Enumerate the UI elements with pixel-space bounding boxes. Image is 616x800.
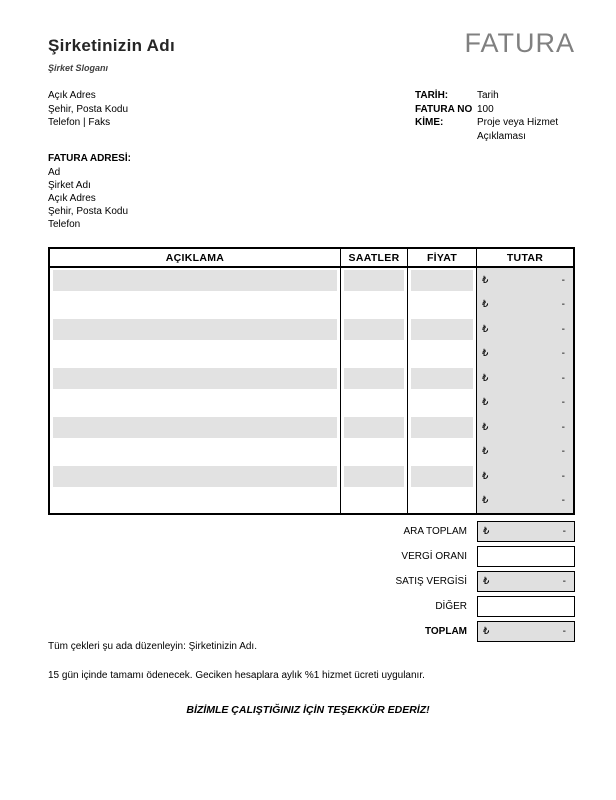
description-cell[interactable] [50, 317, 341, 342]
description-cell[interactable] [50, 415, 341, 440]
amount-value: - [561, 446, 565, 458]
address-line: Açık Adres [48, 90, 96, 101]
checks-payable-note: Tüm çekleri şu ada düzenleyin: Şirketinizin Adı. [48, 641, 257, 652]
billing-address-line[interactable]: Açık Adres [48, 193, 96, 204]
rate-cell[interactable] [408, 391, 477, 416]
meta-value-invoice-no[interactable]: 100 [477, 103, 494, 115]
amount-value: - [562, 526, 566, 537]
amount-cell [477, 317, 573, 342]
grand-total-label: TOPLAM [424, 626, 467, 637]
amount-value: - [561, 348, 565, 360]
tax-rate-row [48, 544, 575, 569]
company-address-block [48, 89, 128, 130]
currency-symbol: ₺ [483, 576, 490, 587]
company-block [48, 36, 175, 73]
items-table-header [50, 249, 573, 268]
currency-symbol: ₺ [482, 274, 489, 286]
company-name: Şirketinizin Adı [48, 36, 175, 55]
description-cell[interactable] [50, 440, 341, 465]
currency-symbol: ₺ [482, 446, 489, 458]
amount-cell [477, 293, 573, 318]
tax-rate-value-box[interactable] [477, 546, 575, 567]
hours-cell[interactable] [341, 415, 408, 440]
amount-cell [477, 391, 573, 416]
column-header-hours: SAATLER [341, 249, 408, 266]
table-row[interactable] [50, 317, 573, 342]
tax-rate-label: VERGİ ORANI [401, 551, 467, 562]
meta-label-to: KİME: [415, 117, 444, 128]
billing-address-heading: FATURA ADRESİ: [48, 153, 131, 164]
hours-cell[interactable] [341, 293, 408, 318]
items-table [48, 247, 575, 515]
amount-value: - [562, 626, 566, 637]
meta-value-to[interactable]: Proje veya Hizmet Açıklaması [477, 117, 559, 142]
hours-cell[interactable] [341, 391, 408, 416]
amount-cell [477, 415, 573, 440]
amount-cell [477, 268, 573, 293]
other-value-box[interactable] [477, 596, 575, 617]
currency-symbol: ₺ [482, 348, 489, 360]
currency-symbol: ₺ [482, 397, 489, 409]
hours-cell[interactable] [341, 489, 408, 514]
table-row[interactable] [50, 366, 573, 391]
payment-terms-note: 15 gün içinde tamamı ödenecek. Geciken hesaplara aylık %1 hizmet ücreti uygulanır. [48, 670, 425, 681]
amount-cell [477, 489, 573, 514]
sales-tax-value-box[interactable] [477, 571, 575, 592]
rate-cell[interactable] [408, 317, 477, 342]
sales-tax-row [48, 569, 575, 594]
table-row[interactable] [50, 440, 573, 465]
document-title: FATURA [464, 28, 575, 58]
thank-you-note: BİZİMLE ÇALIŞTIĞINIZ İÇİN TEŞEKKÜR EDERİZ! [186, 704, 430, 716]
currency-symbol: ₺ [482, 299, 489, 311]
subtotal-value-box[interactable] [477, 521, 575, 542]
amount-value: - [561, 421, 565, 433]
description-cell[interactable] [50, 342, 341, 367]
description-cell[interactable] [50, 293, 341, 318]
other-label: DİĞER [435, 601, 467, 612]
rate-cell[interactable] [408, 415, 477, 440]
column-header-description: AÇIKLAMA [50, 249, 341, 266]
table-row[interactable] [50, 464, 573, 489]
description-cell[interactable] [50, 464, 341, 489]
amount-value: - [561, 274, 565, 286]
column-header-rate: FİYAT [408, 249, 477, 266]
amount-cell [477, 366, 573, 391]
hours-cell[interactable] [341, 342, 408, 367]
currency-symbol: ₺ [482, 372, 489, 384]
hours-cell[interactable] [341, 366, 408, 391]
description-cell[interactable] [50, 268, 341, 293]
totals-block [48, 519, 575, 644]
company-slogan: Şirket Sloganı [48, 63, 109, 73]
meta-label-invoice-no: FATURA NO [415, 103, 473, 115]
table-row[interactable] [50, 342, 573, 367]
table-row[interactable] [50, 489, 573, 514]
invoice-meta-block [415, 89, 577, 143]
rate-cell[interactable] [408, 440, 477, 465]
billing-address-line[interactable]: Şirket Adı [48, 180, 91, 191]
amount-value: - [561, 372, 565, 384]
hours-cell[interactable] [341, 440, 408, 465]
amount-value: - [561, 495, 565, 507]
billing-address-line[interactable]: Telefon [48, 219, 81, 230]
amount-value: - [562, 576, 566, 587]
meta-value-date[interactable]: Tarih [477, 90, 499, 101]
amount-cell [477, 440, 573, 465]
amount-value: - [561, 397, 565, 409]
amount-cell [477, 464, 573, 489]
description-cell[interactable] [50, 391, 341, 416]
table-row[interactable] [50, 293, 573, 318]
currency-symbol: ₺ [482, 421, 489, 433]
description-cell[interactable] [50, 489, 341, 514]
billing-address-block [48, 152, 131, 231]
billing-address-line[interactable]: Ad [48, 167, 61, 178]
rate-cell[interactable] [408, 464, 477, 489]
amount-cell [477, 342, 573, 367]
currency-symbol: ₺ [483, 626, 490, 637]
amount-value: - [561, 323, 565, 335]
subtotal-label: ARA TOPLAM [403, 526, 467, 537]
currency-symbol: ₺ [482, 470, 489, 482]
sales-tax-label: SATIŞ VERGİSİ [395, 576, 467, 587]
address-line: Telefon | Faks [48, 117, 111, 128]
meta-label-date: TARİH: [415, 90, 449, 101]
currency-symbol: ₺ [482, 323, 489, 335]
table-row[interactable] [50, 391, 573, 416]
amount-value: - [561, 470, 565, 482]
description-cell[interactable] [50, 366, 341, 391]
table-row[interactable] [50, 268, 573, 293]
hours-cell[interactable] [341, 268, 408, 293]
rate-cell[interactable] [408, 489, 477, 514]
rate-cell[interactable] [408, 342, 477, 367]
billing-address-line[interactable]: Şehir, Posta Kodu [48, 206, 129, 217]
grand-total-value-box[interactable] [477, 621, 575, 642]
rate-cell[interactable] [408, 366, 477, 391]
currency-symbol: ₺ [482, 495, 489, 507]
other-row [48, 594, 575, 619]
table-row[interactable] [50, 415, 573, 440]
amount-value: - [561, 299, 565, 311]
currency-symbol: ₺ [483, 526, 490, 537]
subtotal-row [48, 519, 575, 544]
hours-cell[interactable] [341, 464, 408, 489]
hours-cell[interactable] [341, 317, 408, 342]
column-header-amount: TUTAR [506, 251, 544, 264]
rate-cell[interactable] [408, 293, 477, 318]
address-line: Şehir, Posta Kodu [48, 103, 129, 115]
rate-cell[interactable] [408, 268, 477, 293]
